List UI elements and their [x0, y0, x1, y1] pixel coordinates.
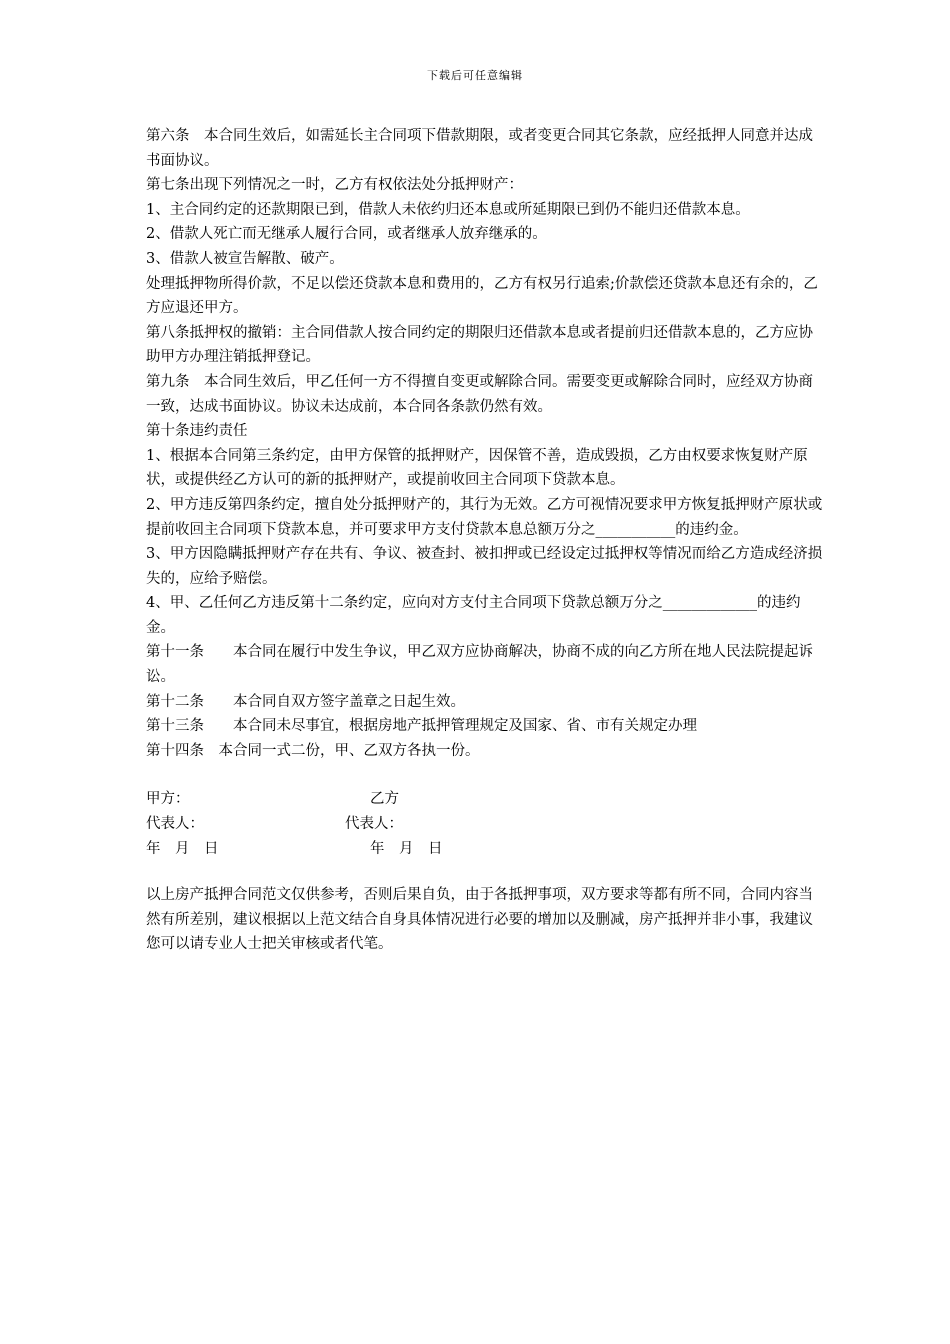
clause-12: 第十二条 本合同自双方签字盖章之日起生效。 — [146, 693, 465, 710]
clause-6: 第六条 本合同生效后，如需延长主合同项下借款期限，或者变更合同其它条款，应经抵押人同意并达成书面协议。 — [146, 128, 813, 169]
party-a-label: 甲方： — [146, 791, 190, 808]
party-b-label: 乙方 — [370, 791, 399, 808]
signature-party-row — [146, 787, 826, 812]
signature-date-row — [146, 837, 826, 862]
clause-13: 第十三条 本合同未尽事宜，根据房地产抵押管理规定及国家、省、市有关规定办理 — [146, 718, 697, 735]
rep-a-label: 代表人： — [146, 816, 204, 833]
clause-10-title: 第十条违约责任 — [146, 423, 248, 440]
date-b-label: 年 月 日 — [370, 840, 443, 857]
clause-14: 第十四条 本合同一式二份，甲、乙双方各执一份。 — [146, 742, 480, 759]
clause-10-item-4: 4、甲、乙任何乙方违反第十二条约定，应向对方支付主合同项下贷款总额万分之_____________的违约金。 — [146, 595, 801, 636]
clause-7-item-2: 2、借款人死亡而无继承人履行合同，或者继承人放弃继承的。 — [146, 226, 547, 243]
clause-10-item-1: 1、根据本合同第三条约定，由甲方保管的抵押财产，因保管不善，造成毁损，乙方由权要求恢复财产原状，或提供经乙方认可的新的抵押财产，或提前收回主合同项下贷款本息。 — [146, 447, 808, 489]
signature-representative-row — [146, 812, 826, 837]
clause-7-item-1: 1、主合同约定的还款期限已到，借款人未依约归还本息或所延期限已到仍不能归还借款本息。 — [146, 201, 750, 218]
clause-11: 第十一条 本合同在履行中发生争议，甲乙双方应协商解决，协商不成的向乙方所在地人民法院提起诉讼。 — [146, 644, 813, 686]
clause-7-item-3: 3、借款人被宣告解散、破产。 — [146, 250, 344, 267]
disclaimer-note: 以上房产抵押合同范文仅供参考，否则后果自负，由于各抵押事项，双方要求等都有所不同，合同内容当然有所差别，建议根据以上范文结合自身具体情况进行必要的增加以及删减，房产抵押并非小事，我建议您可以请专业人士把关审核或者代笔。 — [146, 887, 813, 953]
clause-10-item-2: 2、甲方违反第四条约定，擅自处分抵押财产的，其行为无效。乙方可视情况要求甲方恢复抵押财产原状或提前收回主合同项下贷款本息，并可要求甲方支付贷款本息总额万分之___________的违约金。 — [146, 496, 823, 538]
clause-9: 第九条 本合同生效后，甲乙任何一方不得擅自变更或解除合同。需要变更或解除合同时，应经双方协商一致，达成书面协议。协议未达成前，本合同各条款仍然有效。 — [146, 373, 813, 415]
clause-7-title: 第七条出现下列情况之一时，乙方有权依法处分抵押财产： — [146, 177, 523, 194]
clause-8: 第八条抵押权的撤销：主合同借款人按合同约定的期限归还借款本息或者提前归还借款本息的，乙方应协助甲方办理注销抵押登记。 — [146, 324, 813, 366]
page-header: 下载后可任意编辑 — [427, 69, 523, 82]
clause-10-item-3: 3、甲方因隐瞒抵押财产存在共有、争议、被查封、被扣押或已经设定过抵押权等情况而给乙方造成经济损失的，应给予赔偿。 — [146, 546, 823, 587]
date-a-label: 年 月 日 — [146, 840, 219, 857]
rep-b-label: 代表人： — [345, 816, 403, 833]
document-body — [146, 124, 826, 957]
clause-7-disposal: 处理抵押物所得价款，不足以偿还贷款本息和费用的，乙方有权另行追索;价款偿还贷款本息还有余的，乙方应退还甲方。 — [146, 275, 818, 317]
